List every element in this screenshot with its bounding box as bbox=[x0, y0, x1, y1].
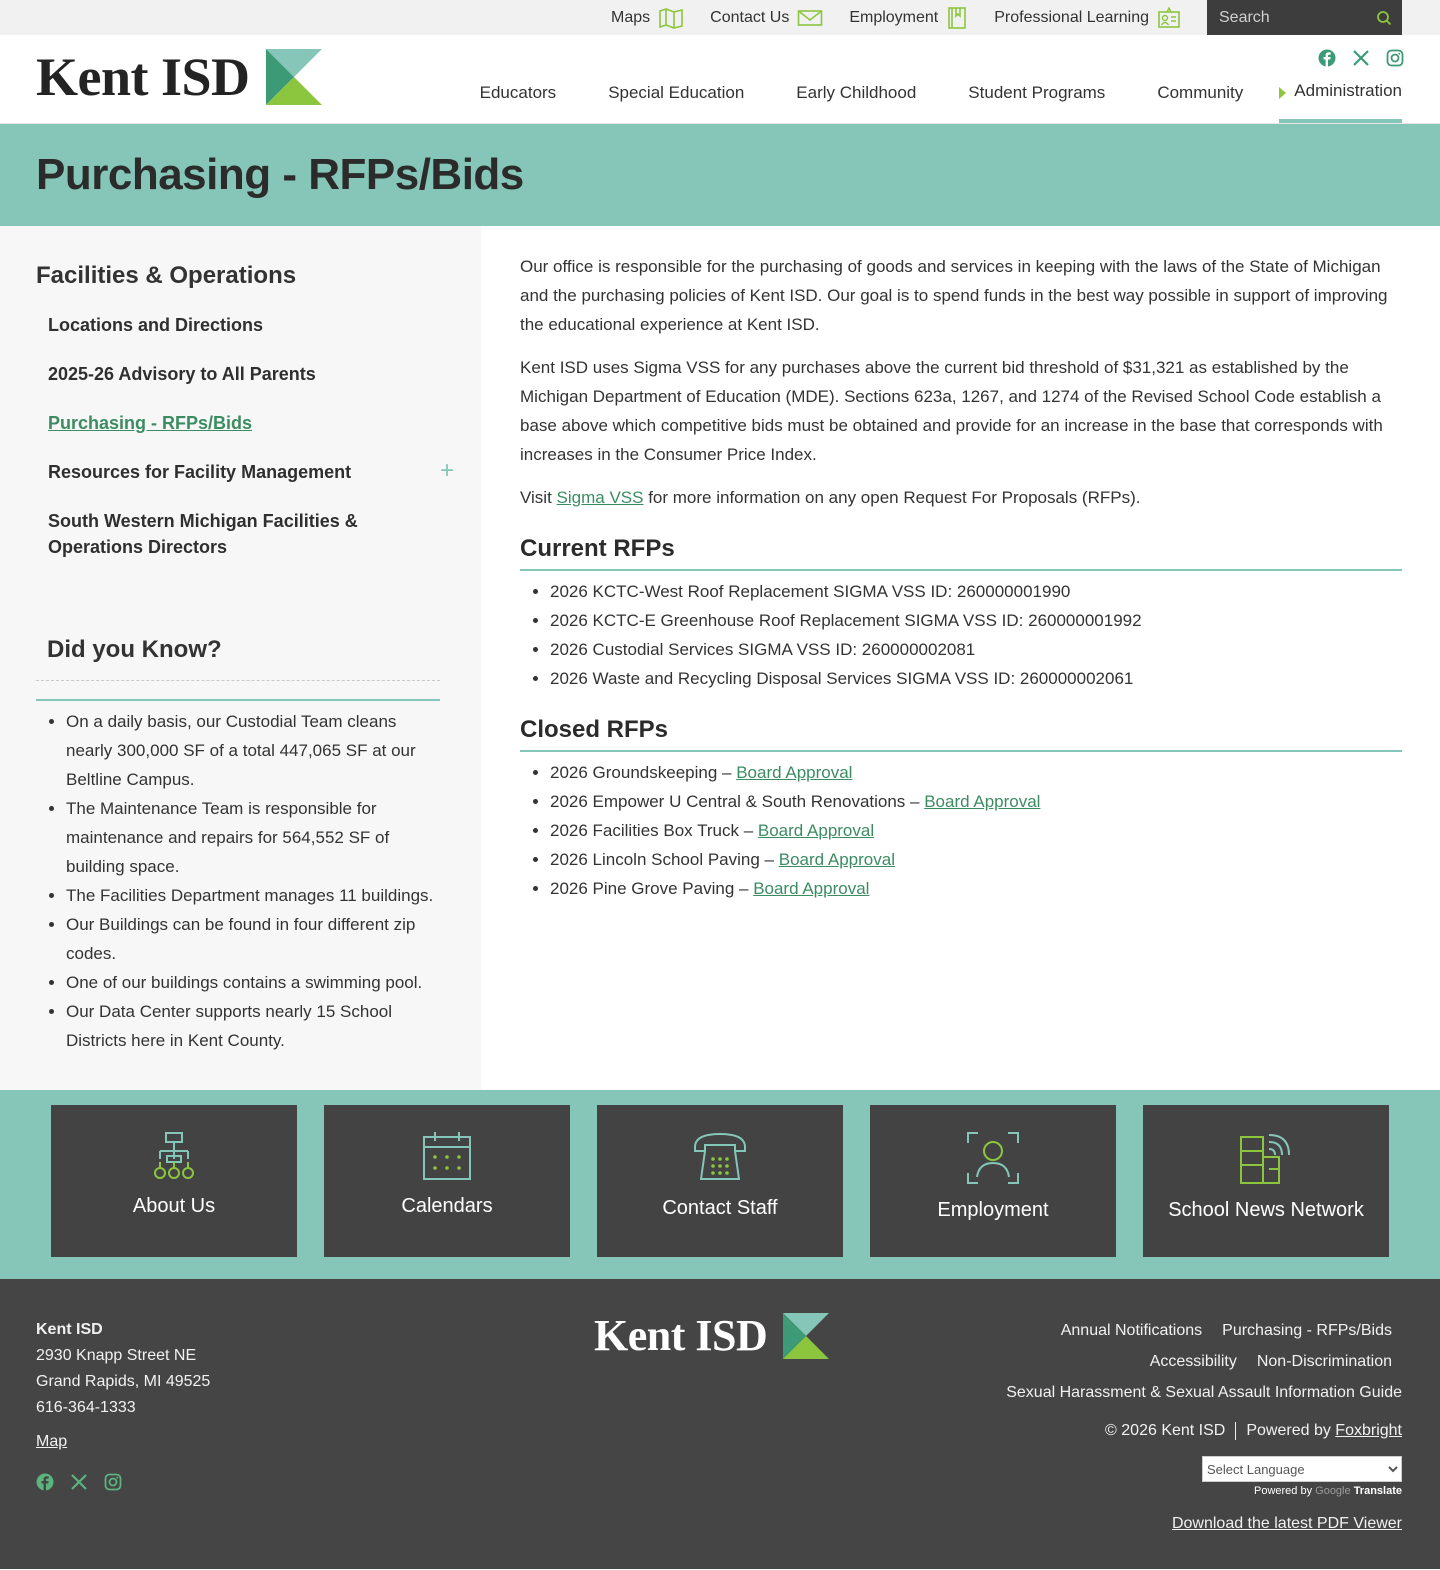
maps-link[interactable]: Maps bbox=[611, 7, 684, 29]
sidebar-item-locations[interactable]: Locations and Directions bbox=[48, 315, 264, 335]
footer-link-accessibility[interactable]: Accessibility bbox=[1149, 1353, 1237, 1370]
sidebar bbox=[0, 226, 481, 1090]
quick-link-school-news-network[interactable]: School News Network bbox=[1143, 1105, 1389, 1257]
pdf-viewer-link[interactable]: Download the latest PDF Viewer bbox=[1171, 1515, 1402, 1533]
instagram-icon[interactable] bbox=[104, 1473, 122, 1491]
list-item: • 2026 Empower U Central & South Renovations – Board Approval bbox=[550, 787, 1402, 816]
footer-link-non-discrimination[interactable]: Non-Discrimination bbox=[1256, 1353, 1392, 1370]
news-icon bbox=[1239, 1131, 1293, 1185]
sidebar-item-advisory[interactable]: 2025-26 Advisory to All Parents bbox=[48, 364, 316, 385]
utility-bar bbox=[0, 0, 1440, 35]
nav-special-education[interactable]: Special Education bbox=[608, 83, 745, 102]
nav-community[interactable]: Community bbox=[1157, 83, 1244, 102]
list-item: • 2026 Waste and Recycling Disposal Services SIGMA VSS ID: 260000002061 bbox=[550, 664, 1402, 693]
page-banner bbox=[0, 124, 1440, 226]
main-nav bbox=[428, 63, 1402, 123]
footer-links bbox=[982, 1315, 1402, 1533]
search-input[interactable] bbox=[1219, 9, 1359, 27]
contact-us-link[interactable]: Contact Us bbox=[710, 8, 823, 28]
footer-links-row bbox=[982, 1346, 1402, 1377]
list-item: • 2026 Custodial Services SIGMA VSS ID: 260000002081 bbox=[550, 635, 1402, 664]
closed-rfps-list bbox=[550, 758, 1402, 903]
list-item: • On a daily basis, our Custodial Team cleans nearly 300,000 SF of a total 447,065 SF at our Beltline Campus. bbox=[66, 707, 440, 794]
telephone-icon bbox=[692, 1131, 748, 1183]
sidebar-title: Facilities & Operations bbox=[36, 262, 297, 289]
person-icon bbox=[966, 1131, 1020, 1185]
quick-links bbox=[0, 1090, 1440, 1279]
divider bbox=[1235, 1422, 1236, 1440]
page-title: Purchasing - RFPs/Bids bbox=[36, 150, 524, 199]
list-item: • 2026 Facilities Box Truck – Board Approval bbox=[550, 816, 1402, 845]
sidebar-item-directors[interactable]: South Western Michigan Facilities & Operations Directors bbox=[48, 511, 358, 558]
copyright: © 2026 Kent ISD Powered by Foxbright bbox=[1105, 1422, 1402, 1440]
professional-learning-link[interactable]: Professional Learning bbox=[994, 7, 1181, 29]
calendar-icon bbox=[422, 1131, 472, 1181]
site-logo[interactable]: Kent ISD bbox=[36, 49, 322, 105]
footer-link-annual-notifications[interactable]: Annual Notifications bbox=[1060, 1322, 1203, 1339]
employment-link[interactable]: Employment bbox=[849, 6, 968, 30]
list-item: • 2026 Lincoln School Paving – Board Approval bbox=[550, 845, 1402, 874]
logo-mark-icon bbox=[266, 49, 322, 105]
board-approval-link[interactable]: Board Approval bbox=[778, 850, 895, 869]
visit-paragraph: Visit Sigma VSS for more information on any open Request For Proposals (RFPs). bbox=[520, 488, 1141, 507]
x-twitter-icon[interactable] bbox=[70, 1473, 88, 1491]
language-select[interactable] bbox=[1202, 1456, 1402, 1482]
list-item: • 2026 KCTC-E Greenhouse Roof Replacement SIGMA VSS ID: 260000001992 bbox=[550, 606, 1402, 635]
logo-mark-icon bbox=[783, 1313, 829, 1359]
intro-paragraph: Our office is responsible for the purchasing of goods and services in keeping with the laws of the State of Michigan and the purchasing policies of Kent ISD. Our goal is to spend funds in the best way possible in support of improving the educational experience at Kent ISD. bbox=[520, 257, 1388, 334]
facebook-icon[interactable] bbox=[36, 1473, 54, 1491]
did-you-know-title: Did you Know? bbox=[36, 636, 440, 681]
board-approval-link[interactable]: Board Approval bbox=[924, 792, 1041, 811]
google-translate-credit: Powered by Google Translate bbox=[1253, 1485, 1402, 1498]
book-icon bbox=[946, 6, 968, 30]
footer-logo[interactable]: Kent ISD bbox=[594, 1313, 829, 1359]
board-approval-link[interactable]: Board Approval bbox=[736, 763, 853, 782]
list-item: • The Facilities Department manages 11 buildings. bbox=[66, 881, 440, 910]
active-caret-icon bbox=[1279, 87, 1286, 99]
list-item: • One of our buildings contains a swimming pool. bbox=[66, 968, 440, 997]
site-footer bbox=[0, 1279, 1440, 1569]
id-card-icon bbox=[1157, 7, 1181, 29]
map-icon bbox=[658, 7, 684, 29]
footer-link-purchasing[interactable]: Purchasing - RFPs/Bids bbox=[1222, 1322, 1392, 1339]
facts-list bbox=[66, 707, 440, 1055]
nav-educators[interactable]: Educators bbox=[479, 83, 557, 102]
list-item: • The Maintenance Team is responsible for maintenance and repairs for 564,552 SF of building space. bbox=[66, 794, 440, 881]
list-item: • 2026 KCTC-West Roof Replacement SIGMA VSS ID: 260000001990 bbox=[550, 577, 1402, 606]
sidebar-item-resources[interactable]: Resources for Facility Management + bbox=[48, 457, 454, 485]
main-content bbox=[481, 226, 1440, 1090]
sigma-vss-link[interactable]: Sigma VSS bbox=[556, 488, 644, 507]
search-box bbox=[1207, 0, 1402, 35]
closed-rfps-heading: Closed RFPs bbox=[520, 715, 1402, 752]
quick-link-calendars[interactable]: Calendars bbox=[324, 1105, 570, 1257]
footer-link-sexual-harassment-guide[interactable]: Sexual Harassment & Sexual Assault Information Guide bbox=[1006, 1384, 1402, 1401]
footer-social bbox=[36, 1473, 210, 1491]
main-area bbox=[0, 226, 1440, 1090]
quick-link-employment[interactable]: Employment bbox=[870, 1105, 1116, 1257]
foxbright-link[interactable]: Foxbright bbox=[1335, 1422, 1402, 1440]
footer-map-link[interactable]: Map bbox=[36, 1433, 68, 1450]
envelope-icon bbox=[797, 8, 823, 28]
search-icon[interactable] bbox=[1376, 10, 1392, 26]
nav-early-childhood[interactable]: Early Childhood bbox=[796, 83, 917, 102]
list-item: • Our Data Center supports nearly 15 School Districts here in Kent County. bbox=[66, 997, 440, 1055]
expand-plus-icon[interactable]: + bbox=[439, 457, 454, 485]
board-approval-link[interactable]: Board Approval bbox=[757, 821, 875, 840]
quick-link-contact-staff[interactable]: Contact Staff bbox=[597, 1105, 843, 1257]
current-rfps-heading: Current RFPs bbox=[520, 534, 1402, 571]
quick-link-about-us[interactable]: About Us bbox=[51, 1105, 297, 1257]
list-item: • 2026 Pine Grove Paving – Board Approval bbox=[550, 874, 1402, 903]
footer-links-row bbox=[982, 1377, 1402, 1408]
footer-links-row bbox=[982, 1315, 1402, 1346]
language-picker bbox=[982, 1456, 1402, 1497]
nav-administration[interactable]: Administration bbox=[1279, 63, 1402, 123]
board-approval-link[interactable]: Board Approval bbox=[753, 879, 870, 898]
current-rfps-list bbox=[550, 577, 1402, 693]
nav-student-programs[interactable]: Student Programs bbox=[968, 83, 1106, 102]
did-you-know bbox=[36, 636, 440, 1055]
footer-address: Kent ISD 2930 Knapp Street NE Grand Rapids, MI 49525 616-364-1333 Map bbox=[36, 1317, 210, 1491]
list-item: • Our Buildings can be found in four different zip codes. bbox=[66, 910, 440, 968]
divider bbox=[36, 699, 440, 701]
org-chart-icon bbox=[152, 1131, 196, 1181]
sidebar-item-purchasing[interactable]: Purchasing - RFPs/Bids bbox=[48, 413, 253, 434]
threshold-paragraph: Kent ISD uses Sigma VSS for any purchases above the current bid threshold of $31,321 as established by the Michigan Department of Education (MDE). Sections 623a, 1267, and 1274 of the Revised School Code establish a base above which competitive bids must be obtained and provide for an increase in the base that corresponds with increases in the Consumer Price Index. bbox=[520, 358, 1383, 464]
site-header bbox=[0, 35, 1440, 124]
list-item: • 2026 Groundskeeping – Board Approval bbox=[550, 758, 1402, 787]
